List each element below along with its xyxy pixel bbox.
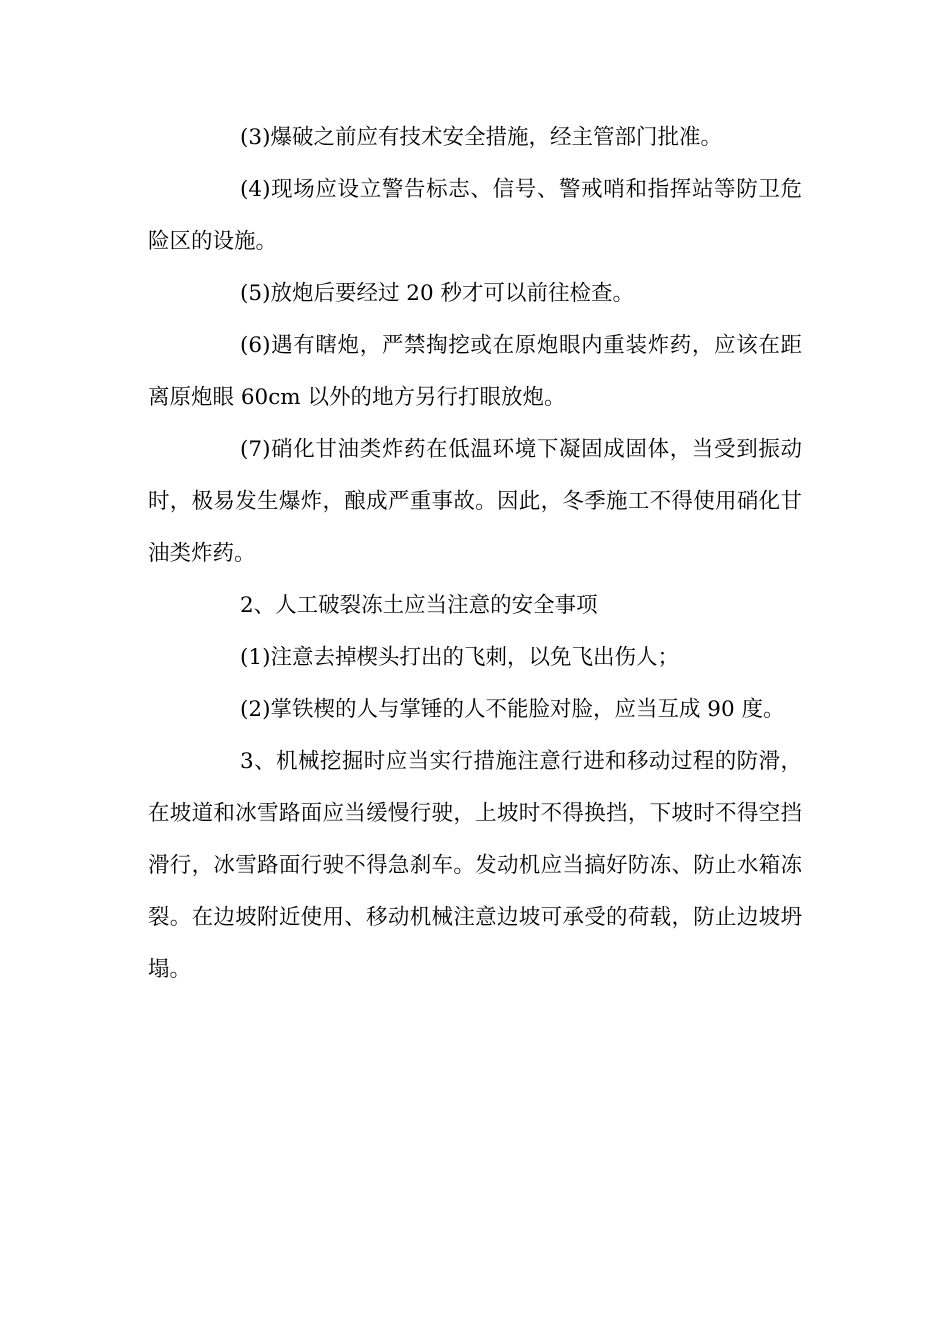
paragraph-mechanical-excavation: 3、机械挖掘时应当实行措施注意行进和移动过程的防滑，在坡道和冰雪路面应当缓慢行驶，上坡时不得换挡，下坡时不得空挡滑行，冰雪路面行驶不得急刹车。发动机应当搞好防冻、防止水箱冻裂。在边坡附近使用、移动机械注意边坡可承受的荷载，防止边坡坍塌。 — [148, 749, 802, 982]
paragraph-wedge-hammer-position: (2)掌铁楔的人与掌锤的人不能脸对脸，应当互成 90 度。 — [240, 697, 785, 722]
heading-manual-frozen-soil-breaking: 2、人工破裂冻土应当注意的安全事项 — [240, 593, 598, 618]
paragraph-flying-chips: (1)注意去掉楔头打出的飞刺，以免飞出伤人； — [240, 645, 679, 670]
paragraph-blasting-safety-measures: (3)爆破之前应有技术安全措施，经主管部门批准。 — [240, 125, 722, 150]
paragraph-nitroglycerin-explosives: (7)硝化甘油类炸药在低温环境下凝固成固体，当受到振动时，极易发生爆炸，酿成严重事故。因此，冬季施工不得使用硝化甘油类炸药。 — [148, 437, 802, 566]
paragraph-post-blast-inspection: (5)放炮后要经过 20 秒才可以前往检查。 — [240, 281, 634, 306]
paragraph-warning-signs: (4)现场应设立警告标志、信号、警戒哨和指挥站等防卫危险区的设施。 — [148, 177, 802, 254]
document-body — [148, 112, 802, 996]
paragraph-misfire-handling: (6)遇有瞎炮，严禁掏挖或在原炮眼内重装炸药，应该在距离原炮眼 60cm 以外的地方另行打眼放炮。 — [148, 333, 802, 410]
